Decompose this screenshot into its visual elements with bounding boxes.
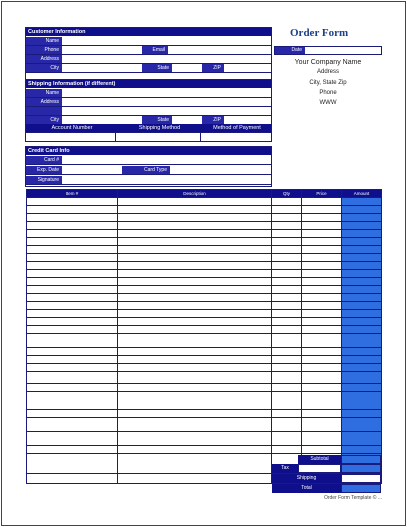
qty-cell[interactable] <box>272 334 302 348</box>
description-cell[interactable] <box>118 356 272 364</box>
item-number-cell[interactable] <box>27 334 118 348</box>
table-row <box>27 278 382 286</box>
item-number-cell[interactable] <box>27 238 118 246</box>
item-number-cell[interactable] <box>27 198 118 206</box>
card-type-field[interactable] <box>170 166 271 175</box>
amount-cell[interactable] <box>342 384 382 392</box>
item-number-cell[interactable] <box>27 318 118 326</box>
amount-cell[interactable] <box>342 326 382 334</box>
exp-date-label: Exp. Date <box>26 166 62 175</box>
qty-cell[interactable] <box>272 214 302 222</box>
company-address: Address <box>316 69 339 75</box>
table-row <box>27 254 382 262</box>
shipping-label: Shipping <box>272 474 341 483</box>
description-cell[interactable] <box>118 318 272 326</box>
date-label: Date <box>275 47 305 54</box>
qty-cell[interactable] <box>272 410 302 418</box>
description-cell[interactable] <box>118 302 272 310</box>
item-number-cell[interactable] <box>27 432 118 446</box>
table-row <box>27 302 382 310</box>
price-cell[interactable] <box>302 262 342 270</box>
shipping-name-label: Name <box>26 89 62 98</box>
total-amount[interactable] <box>341 484 381 493</box>
qty-cell[interactable] <box>272 222 302 230</box>
company-phone: Phone <box>319 90 337 96</box>
amount-cell[interactable] <box>342 198 382 206</box>
description-cell[interactable] <box>118 410 272 418</box>
qty-cell[interactable] <box>272 392 302 410</box>
col-price: Price <box>302 190 342 198</box>
qty-cell[interactable] <box>272 302 302 310</box>
table-row <box>27 238 382 246</box>
shipping-address2-field[interactable] <box>62 107 271 116</box>
amount-cell[interactable] <box>342 392 382 410</box>
amount-cell[interactable] <box>342 334 382 348</box>
col-item-number: Item # <box>27 190 118 198</box>
shipping-amount[interactable] <box>341 474 381 483</box>
price-cell[interactable] <box>302 214 342 222</box>
description-cell[interactable] <box>118 206 272 214</box>
card-number-field[interactable] <box>62 156 271 165</box>
col-amount: Amount <box>342 190 382 198</box>
qty-cell[interactable] <box>272 278 302 286</box>
payment-method-header: Method of Payment <box>201 124 271 133</box>
price-cell[interactable] <box>302 372 342 384</box>
item-number-cell[interactable] <box>27 254 118 262</box>
description-cell[interactable] <box>118 222 272 230</box>
qty-cell[interactable] <box>272 356 302 364</box>
description-cell[interactable] <box>118 454 272 474</box>
table-row <box>27 246 382 254</box>
price-cell[interactable] <box>302 254 342 262</box>
table-row <box>27 326 382 334</box>
price-cell[interactable] <box>302 278 342 286</box>
item-number-cell[interactable] <box>27 246 118 254</box>
card-type-label: Card Type <box>122 166 170 175</box>
qty-cell[interactable] <box>272 318 302 326</box>
description-cell[interactable] <box>118 238 272 246</box>
customer-phone-field[interactable] <box>62 46 142 55</box>
customer-email-field[interactable] <box>168 46 271 55</box>
qty-cell[interactable] <box>272 246 302 254</box>
amount-cell[interactable] <box>342 214 382 222</box>
customer-address-label: Address <box>26 55 62 64</box>
amount-cell[interactable] <box>342 238 382 246</box>
price-cell[interactable] <box>302 318 342 326</box>
amount-cell[interactable] <box>342 418 382 432</box>
col-qty: Qty <box>272 190 302 198</box>
item-number-cell[interactable] <box>27 348 118 356</box>
price-cell[interactable] <box>302 270 342 278</box>
shipping-city-label: City <box>26 116 62 125</box>
table-row <box>27 198 382 206</box>
qty-cell[interactable] <box>272 206 302 214</box>
customer-zip-field[interactable] <box>224 64 271 73</box>
total-label: Total <box>272 484 341 493</box>
amount-cell[interactable] <box>342 246 382 254</box>
amount-cell[interactable] <box>342 410 382 418</box>
table-row <box>27 384 382 392</box>
description-cell[interactable] <box>118 326 272 334</box>
table-row <box>27 392 382 410</box>
amount-cell[interactable] <box>342 318 382 326</box>
amount-cell[interactable] <box>342 356 382 364</box>
price-cell[interactable] <box>302 198 342 206</box>
price-cell[interactable] <box>302 432 342 446</box>
item-number-cell[interactable] <box>27 262 118 270</box>
date-field[interactable] <box>305 47 381 54</box>
qty-cell[interactable] <box>272 198 302 206</box>
tax-amount[interactable] <box>341 464 381 473</box>
item-number-cell[interactable] <box>27 294 118 302</box>
table-row <box>27 222 382 230</box>
price-cell[interactable] <box>302 286 342 294</box>
description-cell[interactable] <box>118 392 272 410</box>
description-cell[interactable] <box>118 254 272 262</box>
signature-label: Signature <box>26 176 62 185</box>
description-cell[interactable] <box>118 446 272 454</box>
customer-address-field[interactable] <box>62 55 271 64</box>
customer-city-field[interactable] <box>62 64 142 73</box>
form-title: Order Form <box>290 27 349 39</box>
table-row <box>27 318 382 326</box>
customer-state-field[interactable] <box>172 64 202 73</box>
customer-name-field[interactable] <box>62 37 271 46</box>
amount-cell[interactable] <box>342 230 382 238</box>
description-cell[interactable] <box>118 294 272 302</box>
description-cell[interactable] <box>118 262 272 270</box>
description-cell[interactable] <box>118 364 272 372</box>
item-number-cell[interactable] <box>27 392 118 410</box>
tax-rate-field[interactable] <box>298 464 341 473</box>
table-row <box>27 334 382 348</box>
table-row <box>27 418 382 432</box>
description-cell[interactable] <box>118 384 272 392</box>
table-row <box>27 294 382 302</box>
description-cell[interactable] <box>118 230 272 238</box>
price-cell[interactable] <box>302 334 342 348</box>
qty-cell[interactable] <box>272 254 302 262</box>
amount-cell[interactable] <box>342 348 382 356</box>
item-number-cell[interactable] <box>27 418 118 432</box>
subtotal-label: Subtotal <box>298 455 341 464</box>
shipping-address-field[interactable] <box>62 98 271 107</box>
price-cell[interactable] <box>302 384 342 392</box>
company-web: WWW <box>319 100 337 106</box>
table-row <box>27 356 382 364</box>
price-cell[interactable] <box>302 310 342 318</box>
description-cell[interactable] <box>118 246 272 254</box>
qty-cell[interactable] <box>272 294 302 302</box>
description-cell[interactable] <box>118 278 272 286</box>
item-number-cell[interactable] <box>27 278 118 286</box>
description-cell[interactable] <box>118 474 272 484</box>
price-cell[interactable] <box>302 294 342 302</box>
shipping-method-field[interactable] <box>116 133 201 142</box>
footer-note: Order Form Template © ... <box>323 495 382 501</box>
amount-cell[interactable] <box>342 206 382 214</box>
shipping-address2-label <box>26 107 62 116</box>
price-cell[interactable] <box>302 348 342 356</box>
card-number-label: Card # <box>26 156 62 165</box>
shipping-address-label: Address <box>26 98 62 107</box>
item-number-cell[interactable] <box>27 446 118 454</box>
amount-cell[interactable] <box>342 270 382 278</box>
amount-cell[interactable] <box>342 278 382 286</box>
item-number-cell[interactable] <box>27 356 118 364</box>
tax-label: Tax <box>272 464 298 473</box>
company-name: Your Company Name <box>294 59 362 66</box>
customer-email-label: Email <box>142 46 168 55</box>
item-number-cell[interactable] <box>27 286 118 294</box>
customer-info-header: Customer Information <box>26 28 271 36</box>
item-number-cell[interactable] <box>27 384 118 392</box>
qty-cell[interactable] <box>272 348 302 356</box>
amount-cell[interactable] <box>342 222 382 230</box>
table-row <box>27 270 382 278</box>
shipping-state-label: State <box>142 116 172 125</box>
description-cell[interactable] <box>118 198 272 206</box>
table-row <box>27 286 382 294</box>
item-number-cell[interactable] <box>27 222 118 230</box>
amount-cell[interactable] <box>342 262 382 270</box>
date-row <box>274 46 382 55</box>
shipping-method-header: Shipping Method <box>116 124 201 133</box>
table-row <box>27 432 382 446</box>
amount-cell[interactable] <box>342 310 382 318</box>
price-cell[interactable] <box>302 410 342 418</box>
signature-field[interactable] <box>62 176 271 185</box>
customer-zip-label: ZIP <box>202 64 224 73</box>
price-cell[interactable] <box>302 206 342 214</box>
description-cell[interactable] <box>118 310 272 318</box>
amount-cell[interactable] <box>342 364 382 372</box>
description-cell[interactable] <box>118 214 272 222</box>
amount-cell[interactable] <box>342 432 382 446</box>
description-cell[interactable] <box>118 432 272 446</box>
item-number-cell[interactable] <box>27 230 118 238</box>
amount-cell[interactable] <box>342 294 382 302</box>
qty-cell[interactable] <box>272 270 302 278</box>
customer-state-label: State <box>142 64 172 73</box>
item-number-cell[interactable] <box>27 214 118 222</box>
qty-cell[interactable] <box>272 230 302 238</box>
description-cell[interactable] <box>118 372 272 384</box>
items-header-row <box>27 190 382 198</box>
price-cell[interactable] <box>302 326 342 334</box>
amount-cell[interactable] <box>342 254 382 262</box>
item-number-cell[interactable] <box>27 364 118 372</box>
item-number-cell[interactable] <box>27 454 118 474</box>
amount-cell[interactable] <box>342 372 382 384</box>
item-number-cell[interactable] <box>27 410 118 418</box>
table-row <box>27 446 382 454</box>
order-form-page <box>1 1 406 526</box>
items-table <box>26 189 382 484</box>
description-cell[interactable] <box>118 348 272 356</box>
table-row <box>27 372 382 384</box>
customer-city-label: City <box>26 64 62 73</box>
description-cell[interactable] <box>118 270 272 278</box>
price-cell[interactable] <box>302 364 342 372</box>
price-cell[interactable] <box>302 246 342 254</box>
qty-cell[interactable] <box>272 446 302 454</box>
item-number-cell[interactable] <box>27 302 118 310</box>
table-row <box>27 310 382 318</box>
item-number-cell[interactable] <box>27 310 118 318</box>
item-number-cell[interactable] <box>27 474 118 484</box>
amount-cell[interactable] <box>342 446 382 454</box>
qty-cell[interactable] <box>272 364 302 372</box>
qty-cell[interactable] <box>272 310 302 318</box>
qty-cell[interactable] <box>272 326 302 334</box>
item-number-cell[interactable] <box>27 372 118 384</box>
exp-date-field[interactable] <box>62 166 122 175</box>
description-cell[interactable] <box>118 418 272 432</box>
subtotal-amount[interactable] <box>341 455 381 464</box>
qty-cell[interactable] <box>272 286 302 294</box>
description-cell[interactable] <box>118 334 272 348</box>
company-city-state-zip: City, State Zip <box>309 80 347 86</box>
price-cell[interactable] <box>302 356 342 364</box>
price-cell[interactable] <box>302 238 342 246</box>
table-row <box>27 410 382 418</box>
shipping-info-header: Shipping Information (if different) <box>26 80 271 88</box>
description-cell[interactable] <box>118 286 272 294</box>
price-cell[interactable] <box>302 446 342 454</box>
price-cell[interactable] <box>302 302 342 310</box>
shipping-zip-label: ZIP <box>202 116 224 125</box>
qty-cell[interactable] <box>272 372 302 384</box>
credit-card-header: Credit Card Info <box>26 147 271 155</box>
qty-cell[interactable] <box>272 418 302 432</box>
table-row <box>27 214 382 222</box>
price-cell[interactable] <box>302 392 342 410</box>
customer-name-label: Name <box>26 37 62 46</box>
price-cell[interactable] <box>302 222 342 230</box>
item-number-cell[interactable] <box>27 270 118 278</box>
qty-cell[interactable] <box>272 432 302 446</box>
col-description: Description <box>118 190 272 198</box>
amount-cell[interactable] <box>342 286 382 294</box>
table-row <box>27 230 382 238</box>
price-cell[interactable] <box>302 418 342 432</box>
item-number-cell[interactable] <box>27 326 118 334</box>
amount-cell[interactable] <box>342 302 382 310</box>
shipping-name-field[interactable] <box>62 89 271 98</box>
account-number-field[interactable] <box>26 133 116 142</box>
account-number-header: Account Number <box>26 124 116 133</box>
qty-cell[interactable] <box>272 238 302 246</box>
qty-cell[interactable] <box>272 384 302 392</box>
qty-cell[interactable] <box>272 262 302 270</box>
payment-method-field[interactable] <box>201 133 271 142</box>
table-row <box>27 206 382 214</box>
table-row <box>27 364 382 372</box>
customer-phone-label: Phone <box>26 46 62 55</box>
table-row <box>27 262 382 270</box>
item-number-cell[interactable] <box>27 206 118 214</box>
items-body <box>27 198 382 484</box>
table-row <box>27 348 382 356</box>
price-cell[interactable] <box>302 230 342 238</box>
